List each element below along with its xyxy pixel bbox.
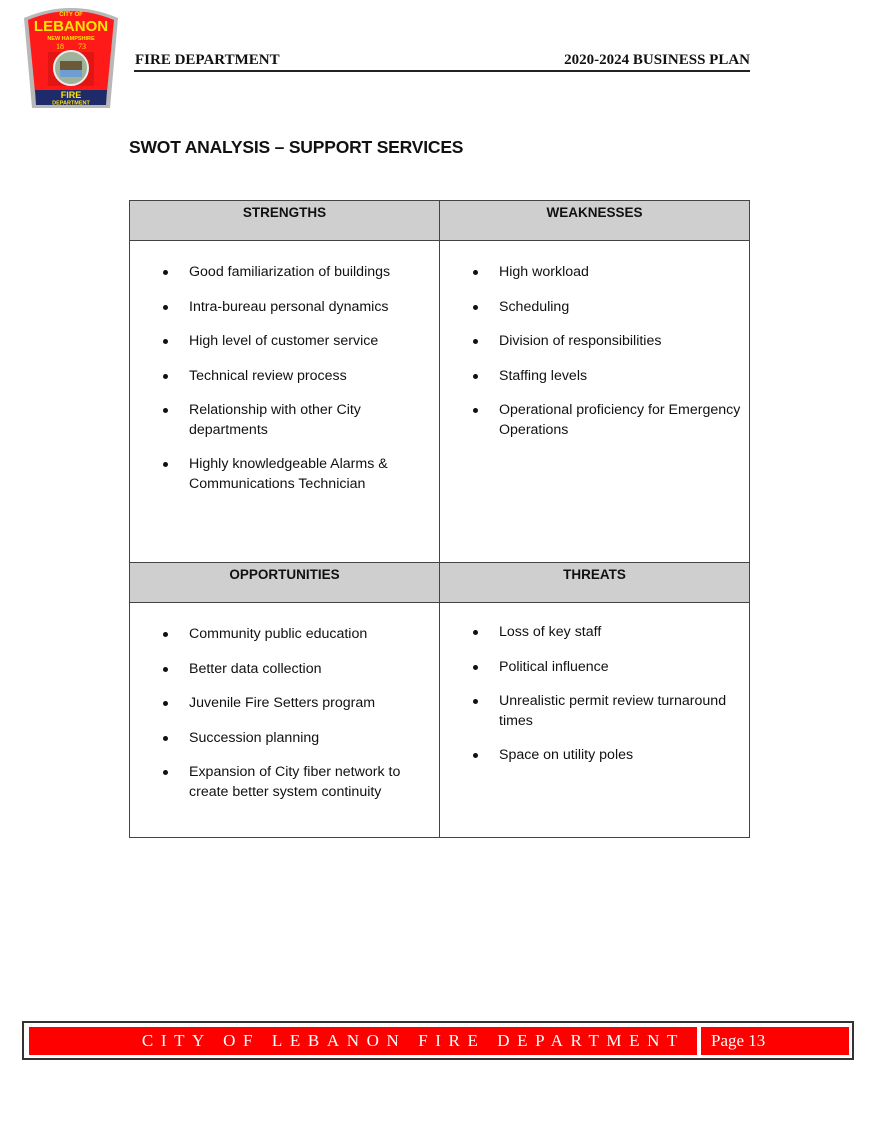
- list-item: Staffing levels: [440, 367, 749, 387]
- bullet-icon: [163, 770, 168, 775]
- bullet-icon: [473, 665, 478, 670]
- list-item: Space on utility poles: [440, 746, 749, 766]
- weaknesses-header: WEAKNESSES: [440, 201, 750, 241]
- opportunities-cell: [130, 603, 440, 838]
- bullet-icon: [473, 753, 478, 758]
- strengths-header: STRENGTHS: [130, 201, 440, 241]
- logo-year-right: 73: [78, 42, 86, 51]
- bullet-icon: [163, 305, 168, 310]
- list-item: Political influence: [440, 658, 749, 678]
- list-item: Better data collection: [130, 660, 439, 680]
- list-item: Operational proficiency for Emergency Operations: [440, 401, 749, 440]
- logo-city: LEBANON: [33, 18, 109, 35]
- threats-header: THREATS: [440, 563, 750, 603]
- strengths-list: [130, 263, 439, 494]
- list-item: Succession planning: [130, 729, 439, 749]
- page-footer: [22, 1021, 854, 1060]
- header-department: FIRE DEPARTMENT: [135, 52, 280, 68]
- strengths-cell: [130, 241, 440, 563]
- bullet-icon: [473, 339, 478, 344]
- list-item: Relationship with other City departments: [130, 401, 439, 440]
- running-header: [134, 52, 750, 72]
- list-item: Juvenile Fire Setters program: [130, 694, 439, 714]
- bullet-icon: [473, 408, 478, 413]
- opportunities-list: [130, 625, 439, 802]
- bullet-icon: [163, 270, 168, 275]
- bullet-icon: [163, 736, 168, 741]
- bullet-icon: [473, 630, 478, 635]
- page-number: Page 13: [701, 1027, 849, 1055]
- weaknesses-cell: [440, 241, 750, 563]
- header-plan-title: 2020-2024 BUSINESS PLAN: [564, 52, 750, 68]
- bullet-icon: [473, 374, 478, 379]
- bullet-icon: [473, 305, 478, 310]
- logo-city-of: CITY OF: [59, 12, 83, 18]
- bullet-icon: [473, 699, 478, 704]
- bullet-icon: [163, 462, 168, 467]
- list-item: Loss of key staff: [440, 623, 749, 643]
- bullet-icon: [163, 374, 168, 379]
- list-item: Unrealistic permit review turnaround times: [440, 692, 749, 731]
- list-item: Division of responsibilities: [440, 332, 749, 352]
- list-item: Scheduling: [440, 298, 749, 318]
- logo-state: NEW HAMPSHIRE: [47, 36, 95, 42]
- bullet-icon: [163, 408, 168, 413]
- page-title: SWOT ANALYSIS – SUPPORT SERVICES: [129, 137, 464, 157]
- footer-department-name: CITY OF LEBANON FIRE DEPARTMENT: [29, 1027, 697, 1055]
- swot-table: [129, 200, 750, 838]
- bullet-icon: [473, 270, 478, 275]
- list-item: Expansion of City fiber network to create better system continuity: [130, 763, 439, 802]
- list-item: Community public education: [130, 625, 439, 645]
- list-item: High workload: [440, 263, 749, 283]
- logo-department: DEPARTMENT: [52, 100, 90, 107]
- logo-year-left: 18: [56, 42, 64, 51]
- threats-list: [440, 623, 749, 766]
- list-item: Highly knowledgeable Alarms & Communications Technician: [130, 455, 439, 494]
- logo-fire: FIRE: [60, 90, 82, 100]
- list-item: Intra-bureau personal dynamics: [130, 298, 439, 318]
- bullet-icon: [163, 339, 168, 344]
- threats-cell: [440, 603, 750, 838]
- list-item: Good familiarization of buildings: [130, 263, 439, 283]
- weaknesses-list: [440, 263, 749, 440]
- opportunities-header: OPPORTUNITIES: [130, 563, 440, 603]
- fire-department-logo: [20, 4, 122, 112]
- bullet-icon: [163, 632, 168, 637]
- bullet-icon: [163, 667, 168, 672]
- bullet-icon: [163, 701, 168, 706]
- list-item: High level of customer service: [130, 332, 439, 352]
- list-item: Technical review process: [130, 367, 439, 387]
